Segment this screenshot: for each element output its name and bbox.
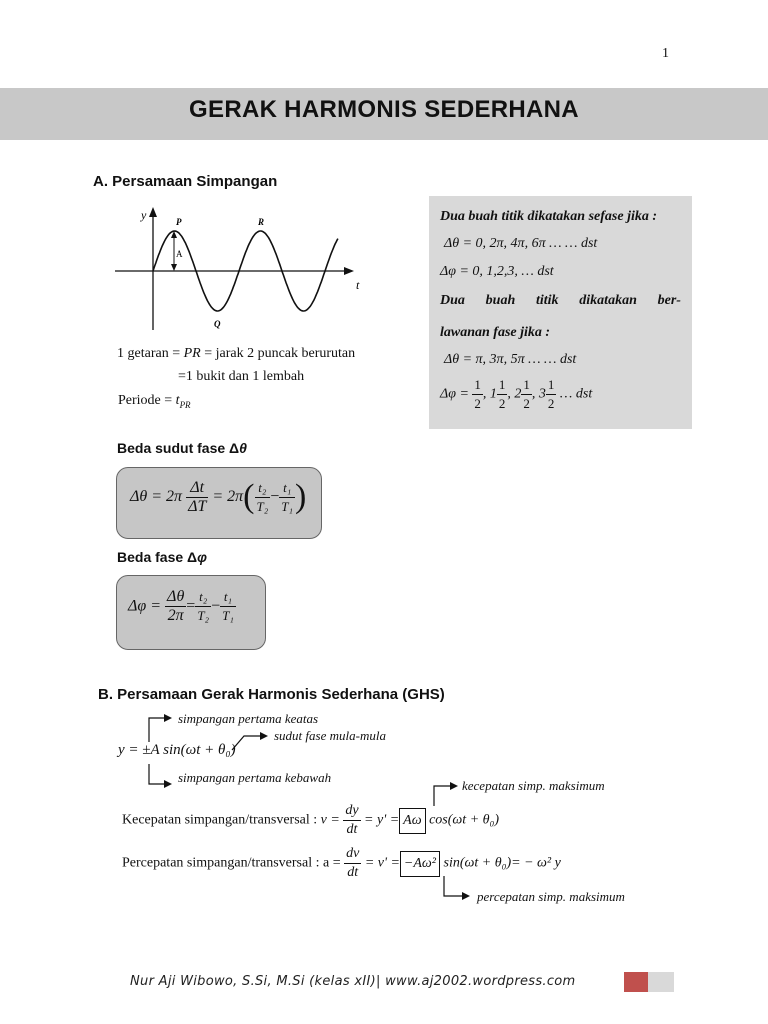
wave-graph [110, 205, 370, 335]
sefase-phi: Δφ = 0, 1,2,3, … dst [440, 264, 554, 279]
getaran-line: 1 getaran = PR = jarak 2 puncak berurutan [117, 346, 356, 361]
beda-sudut-fase-formula: Δθ = 2π $\frac{\Delta t}{\Delta T}$ = 2π( $\frac{\text{t₂}}{\text{T₂}}$ − $\frac{\text{t₁}}{\text{T₁}}$ ) [130, 478, 307, 515]
berlawanan-phi: Δφ = $\frac{1}{2}$ , 1 $\frac{1}{2}$ , 2 $\frac{1}{2}$ , 3 $\frac{1}{2}$ … dst [440, 377, 593, 411]
axis-y-label: y [141, 208, 147, 222]
periode-line: Periode = $t_{PR}$ [118, 393, 191, 410]
berlawanan-title-line1: Dua buah titik dikatakan ber- [440, 293, 681, 308]
footer-url[interactable]: www.aj2002.wordpress.com [385, 974, 576, 989]
point-r-label: R [258, 217, 265, 227]
berlawanan-title-line2: lawanan fase jika : [440, 325, 551, 340]
phase-info-box [429, 196, 692, 429]
section-b-heading: B. Persamaan Gerak Harmonis Sederhana (GHS) [98, 686, 445, 703]
point-q-label: Q [214, 319, 221, 329]
sefase-theta: Δθ = 0, 2π, 4π, 6π … … dst [444, 236, 598, 251]
footer-accent-red [624, 972, 648, 992]
note-vmax: kecepatan simp. maksimum [462, 778, 605, 793]
note-sudut-fase: sudut fase mula-mula [274, 728, 386, 743]
amax-arrow [440, 874, 480, 904]
beda-sudut-fase-label: Beda sudut fase Δθ [117, 440, 247, 456]
footer-author: Nur Aji Wibowo, S.Si, M.Si (kelas xII) [130, 974, 376, 989]
sefase-title: Dua buah titik dikatakan sefase jika : [440, 209, 658, 224]
berlawanan-theta: Δθ = π, 3π, 5π … … dst [444, 352, 577, 367]
note-simpangan-kebawah: simpangan pertama kebawah [178, 770, 332, 785]
point-p-label: P [176, 217, 182, 227]
footer-accent-grey [648, 972, 674, 992]
velocity-line: Kecepatan simpangan/transversal : v = $\frac{dy}{dt}$ = y' = Aω cos(ωt + θ₀) [122, 803, 500, 837]
section-a-heading: A. Persamaan Simpangan [93, 173, 278, 190]
ghs-equation: y = ±A sin(ωt + θ₀) [118, 742, 236, 758]
beda-fase-label: Beda fase Δφ [117, 549, 207, 565]
acceleration-line: Percepatan simpangan/transversal : a = $\frac{dv}{dt}$ = v' = −Aω² sin(ωt + θ₀)= − ω² y [122, 846, 561, 880]
footer-text: Nur Aji Wibowo, S.Si, M.Si (kelas xII)| www.aj2002.wordpress.com [130, 974, 576, 989]
page-title: GERAK HARMONIS SEDERHANA [189, 96, 579, 123]
note-amax: percepatan simp. maksimum [477, 889, 625, 904]
page-number: 1 [662, 46, 669, 61]
amplitude-label: A [176, 249, 183, 259]
bukit-lembah-line: =1 bukit dan 1 lembah [178, 369, 305, 384]
beda-fase-formula: Δφ = $\frac{\Delta\theta}{2\pi}$ = $\frac{\text{t₂}}{\text{T₂}}$ − $\frac{\text{t₁}}{\text{T₁}}$ [128, 588, 234, 624]
note-simpangan-keatas: simpangan pertama keatas [178, 711, 319, 726]
axis-t-label: t [356, 278, 360, 292]
